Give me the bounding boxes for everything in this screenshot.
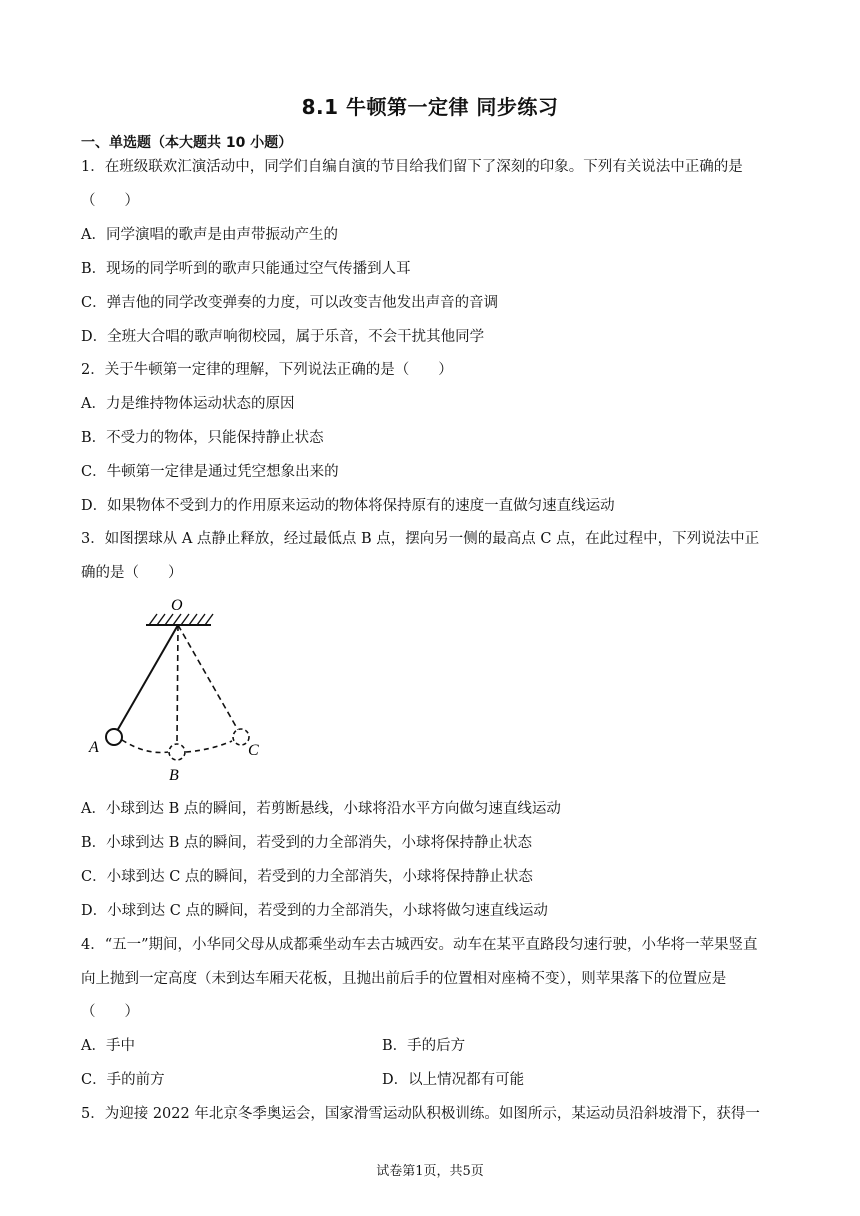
q3-option-a: A．小球到达 B 点的瞬间，若剪断悬线，小球将沿水平方向做匀速直线运动 <box>81 801 561 817</box>
q2-option-d: D．如果物体不受到力的作用原来运动的物体将保持原有的速度一直做匀速直线运动 <box>81 498 615 514</box>
q3-option-d: D．小球到达 C 点的瞬间，若受到的力全部消失，小球将做匀速直线运动 <box>81 903 548 919</box>
pendulum-figure <box>86 590 276 790</box>
q2-option-b: B．不受力的物体，只能保持静止状态 <box>81 430 324 446</box>
q1-stem-line2: （ ） <box>81 193 139 209</box>
q3-stem-line2: 确的是（ ） <box>81 565 183 581</box>
q4-option-c: C．手的前方 <box>81 1072 165 1088</box>
q4-option-d: D．以上情况都有可能 <box>382 1072 525 1088</box>
q3-option-b: B．小球到达 B 点的瞬间，若受到的力全部消失，小球将保持静止状态 <box>81 835 533 851</box>
label-o: O <box>171 597 183 614</box>
q5-stem-line1: 5．为迎接 2022 年北京冬季奥运会，国家滑雪运动队积极训练。如图所示，某运动员沿斜坡滑下，获得一 <box>81 1106 760 1122</box>
q3-option-c: C．小球到达 C 点的瞬间，若受到的力全部消失，小球将保持静止状态 <box>81 869 533 885</box>
q1-option-a: A．同学演唱的歌声是由声带振动产生的 <box>81 227 338 243</box>
q1-option-b: B．现场的同学听到的歌声只能通过空气传播到人耳 <box>81 261 411 277</box>
q3-stem-line1: 3．如图摆球从 A 点静止释放，经过最低点 B 点，摆向另一侧的最高点 C 点，在此过程中，下列说法中正 <box>81 531 760 547</box>
q4-stem-line1: 4．“五一”期间，小华同父母从成都乘坐动车去古城西安。动车在某平直路段匀速行驶，小华将一苹果竖直 <box>81 937 758 953</box>
section-heading: 一、单选题（本大题共 10 小题） <box>81 135 293 151</box>
label-c: C <box>248 742 259 759</box>
q2-option-c: C．牛顿第一定律是通过凭空想象出来的 <box>81 464 339 480</box>
q2-option-a: A．力是维持物体运动状态的原因 <box>81 396 295 412</box>
q4-stem-line2: 向上抛到一定高度（未到达车厢天花板，且抛出前后手的位置相对座椅不变），则苹果落下的位置应是 <box>81 971 727 987</box>
q4-option-b: B．手的后方 <box>382 1038 466 1054</box>
page-title: 8.1 牛顿第一定律 同步练习 <box>301 95 559 119</box>
page-footer: 试卷第1页，共5页 <box>376 1164 484 1179</box>
label-a: A <box>89 739 99 756</box>
q4-stem-line3: （ ） <box>81 1004 139 1020</box>
q1-option-d: D．全班大合唱的歌声响彻校园，属于乐音，不会干扰其他同学 <box>81 329 485 345</box>
q4-option-a: A．手中 <box>81 1038 135 1054</box>
q2-stem: 2．关于牛顿第一定律的理解，下列说法正确的是（ ） <box>81 362 453 378</box>
label-b: B <box>169 767 179 784</box>
q1-stem-line1: 1．在班级联欢汇演活动中，同学们自编自演的节目给我们留下了深刻的印象。下列有关说法中正确的是 <box>81 159 743 175</box>
q1-option-c: C．弹吉他的同学改变弹奏的力度，可以改变吉他发出声音的音调 <box>81 295 499 311</box>
